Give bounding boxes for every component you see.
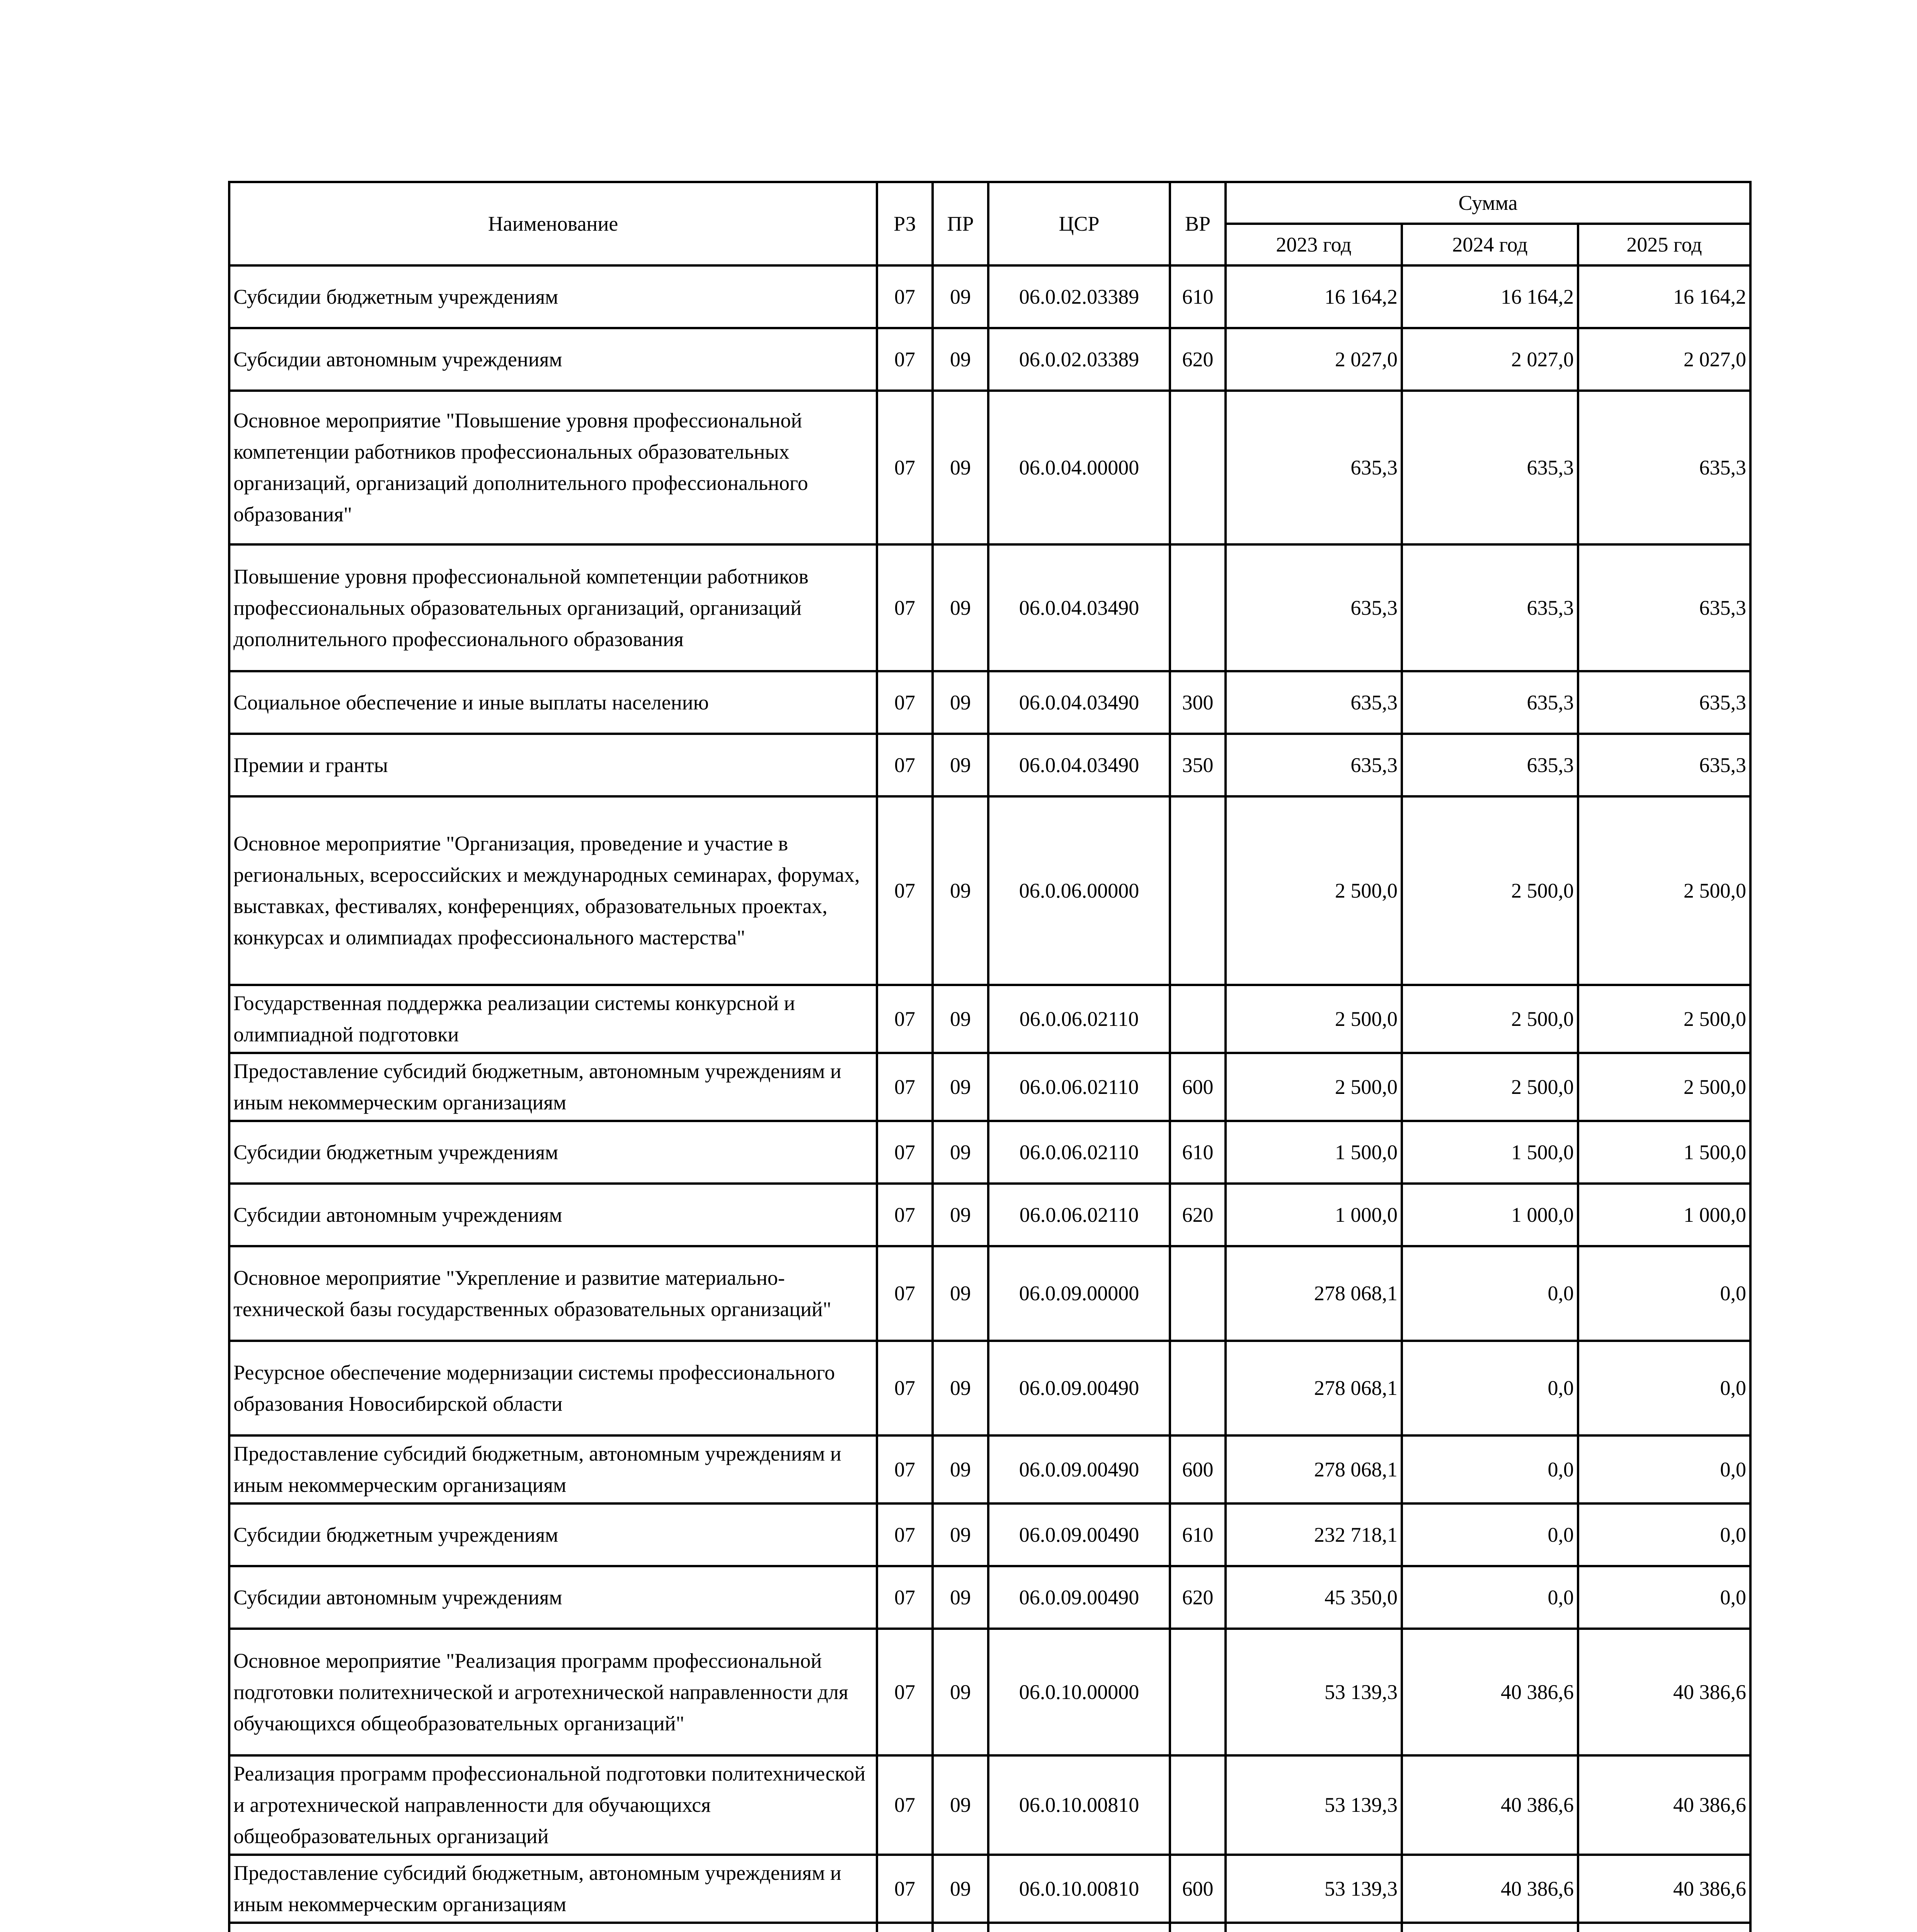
row-sum-2024: 635,3 [1402, 391, 1578, 544]
row-sum-2023: 1 500,0 [1226, 1121, 1402, 1184]
row-rz: 07 [877, 1755, 933, 1855]
row-csr: 06.0.04.03490 [988, 734, 1170, 796]
row-csr: 06.0.10.00810 [988, 1855, 1170, 1923]
table-row [229, 1435, 1750, 1503]
row-pr: 09 [933, 796, 988, 985]
row-csr: 06.0.06.02110 [988, 985, 1170, 1053]
row-sum-2023: 278 068,1 [1226, 1435, 1402, 1503]
row-sum-2024: 0,0 [1402, 1566, 1578, 1629]
row-pr: 09 [933, 1435, 988, 1503]
row-vr: 600 [1170, 1855, 1226, 1923]
table-row [229, 328, 1750, 391]
row-sum-2024: 40 386,6 [1402, 1755, 1578, 1855]
table-row [229, 265, 1750, 328]
table-row [229, 1566, 1750, 1629]
row-vr: 600 [1170, 1053, 1226, 1121]
row-sum-2024: 2 500,0 [1402, 985, 1578, 1053]
row-csr: 06.0.04.03490 [988, 671, 1170, 734]
row-rz: 07 [877, 985, 933, 1053]
row-name: Субсидии бюджетным учреждениям [229, 1503, 877, 1566]
header-vr: ВР [1170, 182, 1226, 265]
row-name: Социальное обеспечение и иные выплаты населению [229, 671, 877, 734]
row-vr [1170, 1341, 1226, 1435]
row-sum-2023: 2 500,0 [1226, 1053, 1402, 1121]
row-name: Субсидии автономным учреждениям [229, 1566, 877, 1629]
row-name: Предоставление субсидий бюджетным, автономным учреждениям и иным некоммерческим организациям [229, 1855, 877, 1923]
table-row [229, 544, 1750, 671]
row-sum-2024: 635,3 [1402, 671, 1578, 734]
row-pr: 09 [933, 671, 988, 734]
row-sum-2025: 0,0 [1578, 1566, 1750, 1629]
row-sum-2023: 16 164,2 [1226, 265, 1402, 328]
row-pr [933, 1923, 988, 1932]
row-vr [1170, 1923, 1226, 1932]
row-name: Субсидии бюджетным учреждениям [229, 1121, 877, 1184]
row-rz: 07 [877, 544, 933, 671]
row-sum-2023: 278 068,1 [1226, 1341, 1402, 1435]
row-rz: 07 [877, 796, 933, 985]
row-rz [877, 1923, 933, 1932]
row-sum-2024: 1 500,0 [1402, 1121, 1578, 1184]
row-sum-2024: 635,3 [1402, 734, 1578, 796]
row-pr: 09 [933, 1184, 988, 1246]
row-name: Ресурсное обеспечение модернизации системы профессионального образования Новосибирской области [229, 1341, 877, 1435]
row-sum-2023: 53 139,3 [1226, 1629, 1402, 1755]
row-sum-2023: 635,3 [1226, 671, 1402, 734]
row-sum-2025: 0,0 [1578, 1435, 1750, 1503]
row-rz: 07 [877, 328, 933, 391]
table-row [229, 1184, 1750, 1246]
row-pr: 09 [933, 1341, 988, 1435]
row-name: Государственная поддержка реализации системы конкурсной и олимпиадной подготовки [229, 985, 877, 1053]
row-rz: 07 [877, 1566, 933, 1629]
row-csr: 06.0.09.00490 [988, 1341, 1170, 1435]
row-sum-2024: 1 000,0 [1402, 1184, 1578, 1246]
row-sum-2025: 1 000,0 [1578, 1184, 1750, 1246]
row-sum-2024: 40 386,6 [1402, 1855, 1578, 1923]
row-sum-2025: 2 027,0 [1578, 328, 1750, 391]
row-sum-2023: 2 027,0 [1226, 328, 1402, 391]
row-sum-2025: 635,3 [1578, 544, 1750, 671]
row-csr: 06.0.09.00490 [988, 1435, 1170, 1503]
row-vr: 620 [1170, 1566, 1226, 1629]
row-vr [1170, 1755, 1226, 1855]
row-pr: 09 [933, 1503, 988, 1566]
row-pr: 09 [933, 1629, 988, 1755]
table-header [229, 182, 1750, 265]
row-name: Основное мероприятие "Повышение уровня профессиональной компетенции работников профессиональных образовательных организаций, организаций дополнительного профессионального образования" [229, 391, 877, 544]
row-name: Премии и гранты [229, 734, 877, 796]
row-rz: 07 [877, 1435, 933, 1503]
row-sum-2024: 0,0 [1402, 1503, 1578, 1566]
table-row [229, 1855, 1750, 1923]
row-sum-2023: 635,3 [1226, 734, 1402, 796]
row-sum-2023: 1 000,0 [1226, 1184, 1402, 1246]
table-row [229, 985, 1750, 1053]
header-year-2025: 2025 год [1578, 224, 1750, 265]
row-pr: 09 [933, 1755, 988, 1855]
row-vr [1170, 1246, 1226, 1341]
row-name: Реализация программ профессиональной подготовки политехнической и агротехнической направленности для обучающихся общеобразовательных организаций [229, 1755, 877, 1855]
budget-table [228, 181, 1752, 1932]
row-rz: 07 [877, 1184, 933, 1246]
row-pr: 09 [933, 985, 988, 1053]
row-sum-2023: 635,3 [1226, 391, 1402, 544]
table-row [229, 796, 1750, 985]
table-row [229, 1053, 1750, 1121]
row-sum-2025: 0,0 [1578, 1341, 1750, 1435]
row-sum-2023: 2 500,0 [1226, 985, 1402, 1053]
row-rz: 07 [877, 1053, 933, 1121]
row-sum-2024: 40 386,6 [1402, 1629, 1578, 1755]
row-sum-2023: 635,3 [1226, 544, 1402, 671]
row-sum-2025: 16 164,2 [1578, 265, 1750, 328]
row-sum-2025: 2 500,0 [1578, 796, 1750, 985]
row-name: Субсидии бюджетным учреждениям [229, 265, 877, 328]
row-rz: 07 [877, 1341, 933, 1435]
row-name: Основное мероприятие "Укрепление и развитие материально-технической базы государственных образовательных организаций" [229, 1246, 877, 1341]
row-csr: 06.0.06.02110 [988, 1184, 1170, 1246]
row-name: Повышение уровня профессиональной компетенции работников профессиональных образовательных организаций, организаций дополнительного профессионального образования [229, 544, 877, 671]
row-sum-2025: 2 500,0 [1578, 985, 1750, 1053]
row-sum-2024: 0,0 [1402, 1341, 1578, 1435]
table-row [229, 1755, 1750, 1855]
row-pr: 09 [933, 1566, 988, 1629]
row-csr: 06.0.10.00000 [988, 1629, 1170, 1755]
row-sum-2025: 635,3 [1578, 671, 1750, 734]
row-rz: 07 [877, 734, 933, 796]
row-csr: 06.0.04.00000 [988, 391, 1170, 544]
row-name: Субсидии автономным учреждениям [229, 1184, 877, 1246]
row-csr: 06.0.06.02110 [988, 1121, 1170, 1184]
row-sum-2024: 0,0 [1402, 1435, 1578, 1503]
row-pr: 09 [933, 1053, 988, 1121]
row-vr [1170, 1629, 1226, 1755]
table-row [229, 1246, 1750, 1341]
header-csr: ЦСР [988, 182, 1170, 265]
row-pr: 09 [933, 265, 988, 328]
row-rz: 07 [877, 671, 933, 734]
row-rz: 07 [877, 1121, 933, 1184]
row-sum-2024: 635,3 [1402, 544, 1578, 671]
row-sum-2023: 53 139,3 [1226, 1755, 1402, 1855]
row-rz: 07 [877, 1855, 933, 1923]
row-sum-2025: 635,3 [1578, 734, 1750, 796]
row-vr [1170, 796, 1226, 985]
row-name [229, 1923, 877, 1932]
row-name: Основное мероприятие "Организация, проведение и участие в региональных, всероссийских и международных семинарах, форумах, выставках, фестивалях, конференциях, образовательных проектах, конкурсах и олимпиадах профессионального мастерства" [229, 796, 877, 985]
row-sum-2025: 1 500,0 [1578, 1121, 1750, 1184]
row-name: Предоставление субсидий бюджетным, автономным учреждениям и иным некоммерческим организациям [229, 1435, 877, 1503]
row-sum-2025: 635,3 [1578, 391, 1750, 544]
table-row [229, 1923, 1750, 1932]
row-vr: 350 [1170, 734, 1226, 796]
row-pr: 09 [933, 1246, 988, 1341]
row-vr: 620 [1170, 1184, 1226, 1246]
row-rz: 07 [877, 1503, 933, 1566]
row-csr: 06.0.04.03490 [988, 544, 1170, 671]
row-sum-2024: 2 500,0 [1402, 1053, 1578, 1121]
row-sum-2024: 16 164,2 [1402, 265, 1578, 328]
row-sum-2023: 53 139,3 [1226, 1855, 1402, 1923]
row-sum-2023 [1226, 1923, 1402, 1932]
row-csr: 06.0.02.03389 [988, 328, 1170, 391]
table-row [229, 1629, 1750, 1755]
table-row [229, 1341, 1750, 1435]
row-sum-2025 [1578, 1923, 1750, 1932]
row-csr: 06.0.10.00810 [988, 1755, 1170, 1855]
table-row [229, 1503, 1750, 1566]
row-csr: 06.0.02.03389 [988, 265, 1170, 328]
row-sum-2024: 0,0 [1402, 1246, 1578, 1341]
row-pr: 09 [933, 391, 988, 544]
row-vr [1170, 985, 1226, 1053]
row-vr: 610 [1170, 1121, 1226, 1184]
row-csr: 06.0.06.00000 [988, 796, 1170, 985]
row-sum-2024: 2 027,0 [1402, 328, 1578, 391]
row-sum-2025: 0,0 [1578, 1503, 1750, 1566]
row-name: Субсидии автономным учреждениям [229, 328, 877, 391]
row-vr: 600 [1170, 1435, 1226, 1503]
header-year-2024: 2024 год [1402, 224, 1578, 265]
row-name: Основное мероприятие "Реализация программ профессиональной подготовки политехнической и агротехнической направленности для обучающихся общеобразовательных организаций" [229, 1629, 877, 1755]
row-vr [1170, 544, 1226, 671]
header-sum: Сумма [1226, 182, 1750, 224]
row-csr [988, 1923, 1170, 1932]
table-row [229, 1121, 1750, 1184]
row-sum-2024 [1402, 1923, 1578, 1932]
row-pr: 09 [933, 544, 988, 671]
table-body [229, 265, 1750, 1932]
row-name: Предоставление субсидий бюджетным, автономным учреждениям и иным некоммерческим организациям [229, 1053, 877, 1121]
header-rz: РЗ [877, 182, 933, 265]
row-pr: 09 [933, 328, 988, 391]
row-sum-2023: 278 068,1 [1226, 1246, 1402, 1341]
row-rz: 07 [877, 1246, 933, 1341]
row-csr: 06.0.09.00490 [988, 1503, 1170, 1566]
row-rz: 07 [877, 391, 933, 544]
row-vr: 610 [1170, 1503, 1226, 1566]
row-vr: 620 [1170, 328, 1226, 391]
header-pr: ПР [933, 182, 988, 265]
row-csr: 06.0.06.02110 [988, 1053, 1170, 1121]
table-row [229, 734, 1750, 796]
row-vr: 300 [1170, 671, 1226, 734]
row-sum-2025: 40 386,6 [1578, 1755, 1750, 1855]
row-sum-2025: 40 386,6 [1578, 1629, 1750, 1755]
row-rz: 07 [877, 265, 933, 328]
row-csr: 06.0.09.00490 [988, 1566, 1170, 1629]
row-csr: 06.0.09.00000 [988, 1246, 1170, 1341]
row-rz: 07 [877, 1629, 933, 1755]
row-sum-2023: 45 350,0 [1226, 1566, 1402, 1629]
row-sum-2023: 2 500,0 [1226, 796, 1402, 985]
row-sum-2025: 40 386,6 [1578, 1855, 1750, 1923]
row-pr: 09 [933, 1855, 988, 1923]
row-sum-2025: 0,0 [1578, 1246, 1750, 1341]
row-vr [1170, 391, 1226, 544]
row-sum-2024: 2 500,0 [1402, 796, 1578, 985]
row-pr: 09 [933, 734, 988, 796]
row-sum-2023: 232 718,1 [1226, 1503, 1402, 1566]
row-sum-2025: 2 500,0 [1578, 1053, 1750, 1121]
row-vr: 610 [1170, 265, 1226, 328]
table-row [229, 671, 1750, 734]
header-name: Наименование [229, 182, 877, 265]
table-row [229, 391, 1750, 544]
header-year-2023: 2023 год [1226, 224, 1402, 265]
row-pr: 09 [933, 1121, 988, 1184]
